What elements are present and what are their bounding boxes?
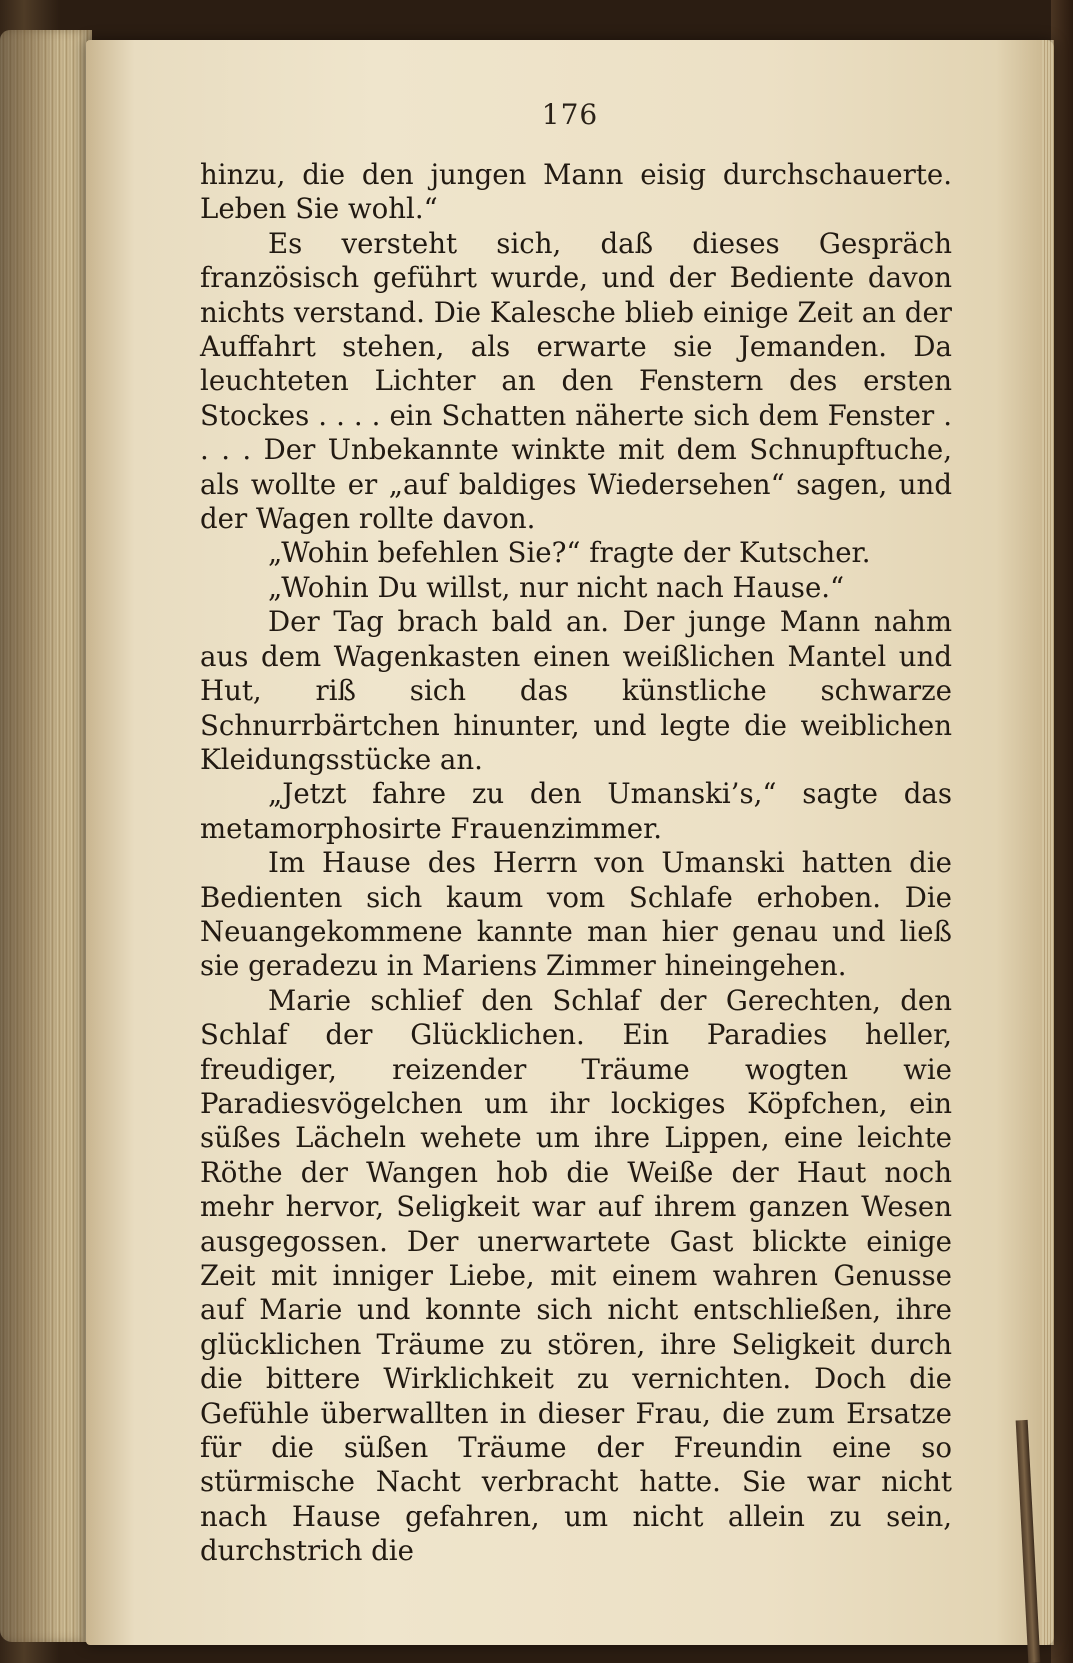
page-number: 176 (541, 98, 599, 131)
book-page (86, 40, 1054, 1645)
paragraph: Der Tag brach bald an. Der junge Mann nahm aus dem Wagenkasten einen weißlichen Mantel und Hut, riß sich das künstliche schwarze Schnurrbärtchen hinunter, und legte die weiblichen Kleidungsstücke an. (200, 605, 952, 776)
page-right-edge (1042, 40, 1054, 1645)
page-text (200, 158, 952, 1569)
paragraph: „Jetzt fahre zu den Umanski’s,“ sagte das metamorphosirte Frauenzimmer. (200, 777, 952, 845)
book-binding (1051, 0, 1073, 1663)
paragraph: „Wohin Du willst, nur nicht nach Hause.“ (268, 570, 845, 604)
book-cover-shadow (0, 0, 60, 1663)
paragraph: „Wohin befehlen Sie?“ fragte der Kutscher. (268, 536, 871, 570)
paragraph: Es versteht sich, daß dieses Gespräch französisch geführt wurde, und der Bediente davon nichts verstand. Die Kalesche blieb einige Zeit an der Auffahrt stehen, als erwarte sie Jemanden. Da leuchteten Lichter an den Fenstern des ersten Stockes . . . . ein Schatten näherte sich dem Fenster . . . . Der Unbekannte winkte mit dem Schnupftuche, als wollte er „auf baldiges Wiedersehen“ sagen, und der Wagen rollte davon. (200, 226, 952, 536)
paragraph: Im Hause des Herrn von Umanski hatten die Bedienten sich kaum vom Schlafe erhoben. Die Neuangekommene kannte man hier genau und ließ sie geradezu in Mariens Zimmer hineingehen. (200, 846, 952, 983)
paragraph: Marie schlief den Schlaf der Gerechten, den Schlaf der Glücklichen. Ein Paradies heller, freudiger, reizender Träume wogten wie Paradiesvögelchen um ihr lockiges Köpfchen, ein süßes Lächeln wehete um ihre Lippen, eine leichte Röthe der Wangen hob die Weiße der Haut noch mehr hervor, Seligkeit war auf ihrem ganzen Wesen ausgegossen. Der unerwartete Gast blickte einige Zeit mit inniger Liebe, mit einem wahren Genusse auf Marie und konnte sich nicht entschließen, ihre glücklichen Träume zu stören, ihre Seligkeit durch die bittere Wirklichkeit zu vernichten. Doch die Gefühle überwallten in dieser Frau, die zum Ersatze für die süßen Träume der Freundin eine so stürmische Nacht verbracht hatte. Sie war nicht nach Hause gefahren, um nicht allein zu sein, durchstrich die (200, 983, 952, 1568)
paragraph: hinzu, die den jungen Mann eisig durchschauerte. Leben Sie wohl.“ (200, 158, 952, 226)
